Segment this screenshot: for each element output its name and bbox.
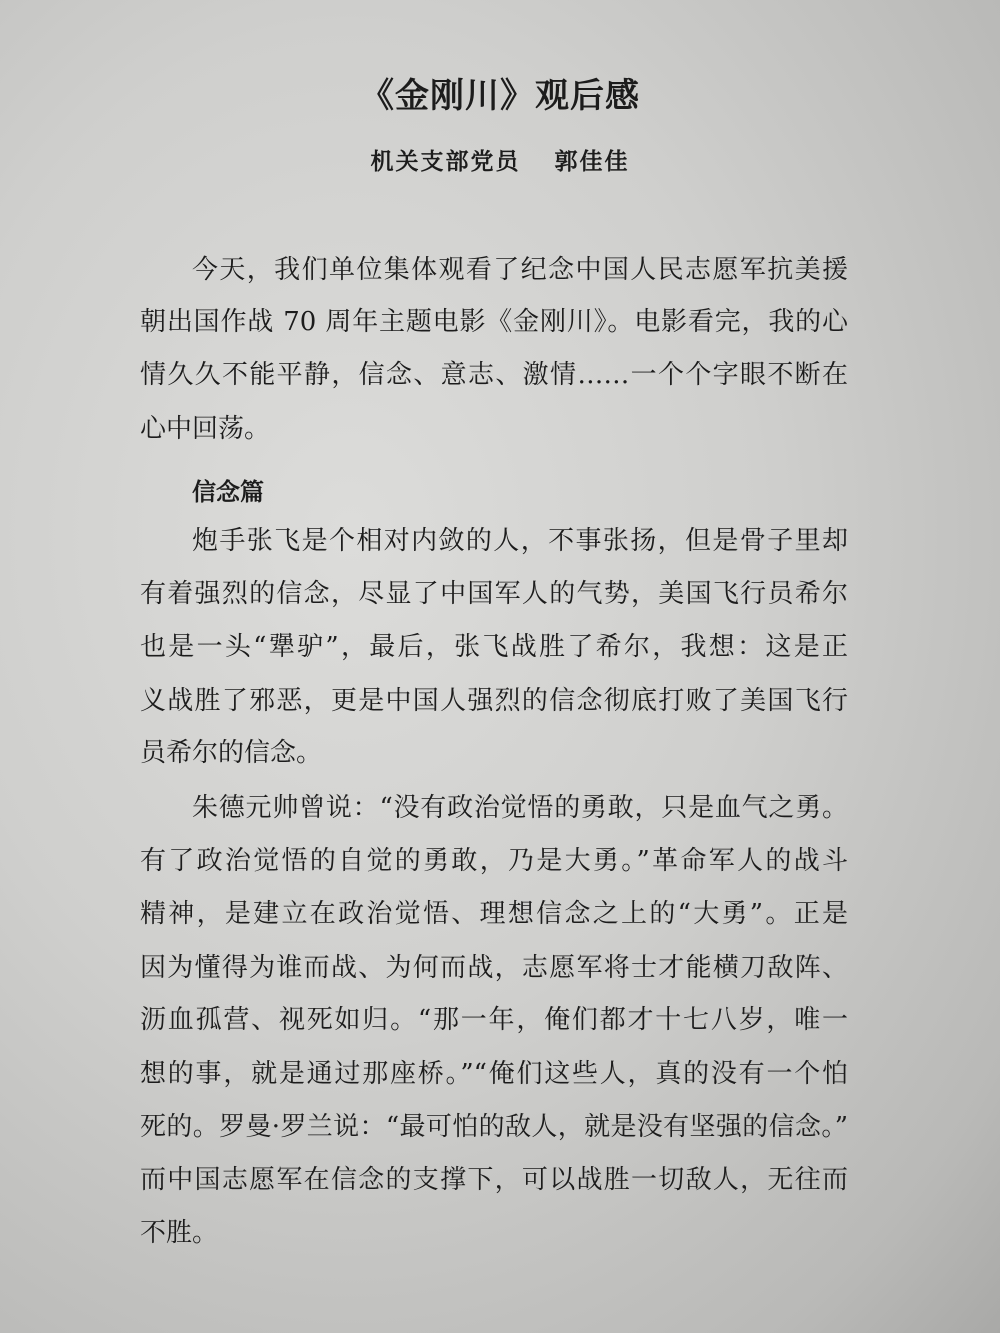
paragraph-line: 义战胜了邪恶，更是中国人强烈的信念彻底打败了美国飞行 — [140, 686, 848, 716]
paragraph-line: 今天，我们单位集体观看了纪念中国人民志愿军抗美援 — [192, 255, 848, 285]
paragraph-line: 不胜。 — [140, 1218, 219, 1248]
paragraph-line: 想的事，就是通过那座桥。”“俺们这些人，真的没有一个怕 — [140, 1059, 848, 1089]
paragraph-line: 而中国志愿军在信念的支撑下，可以战胜一切敌人，无往而 — [140, 1165, 848, 1195]
author-name: 郭佳佳 — [554, 148, 630, 175]
paragraph-line: 也是一头“犟驴”，最后，张飞战胜了希尔，我想：这是正 — [140, 632, 848, 662]
paragraph-line: 炮手张飞是个相对内敛的人，不事张扬，但是骨子里却 — [192, 526, 848, 556]
paragraph-line: 有了政治觉悟的自觉的勇敢，乃是大勇。”革命军人的战斗 — [140, 846, 848, 876]
paragraph-line: 朝出国作战 70 周年主题电影《金刚川》。电影看完，我的心 — [140, 307, 848, 337]
paragraph-line: 精神，是建立在政治觉悟、理想信念之上的“大勇”。正是 — [140, 899, 848, 929]
paragraph-line: 情久久不能平静，信念、意志、激情……一个个字眼不断在 — [140, 360, 848, 390]
section-heading: 信念篇 — [192, 478, 264, 506]
paragraph-line: 心中回荡。 — [140, 414, 271, 444]
paragraph-line: 员希尔的信念。 — [140, 738, 323, 768]
author-unit: 机关支部党员 — [370, 148, 521, 175]
paragraph-line: 朱德元帅曾说：“没有政治觉悟的勇敢，只是血气之勇。 — [192, 793, 848, 823]
paragraph-line: 死的。罗曼·罗兰说：“最可怕的敌人，就是没有坚强的信念。” — [140, 1112, 848, 1142]
document-title: 《金刚川》观后感 — [360, 76, 640, 116]
paragraph-line: 因为懂得为谁而战、为何而战，志愿军将士才能横刀敌阵、 — [140, 953, 848, 983]
paragraph-line: 沥血孤营、视死如归。“那一年，俺们都才十七八岁，唯一 — [140, 1005, 848, 1035]
author-line — [0, 143, 1000, 176]
paragraph-line: 有着强烈的信念，尽显了中国军人的气势，美国飞行员希尔 — [140, 579, 848, 609]
